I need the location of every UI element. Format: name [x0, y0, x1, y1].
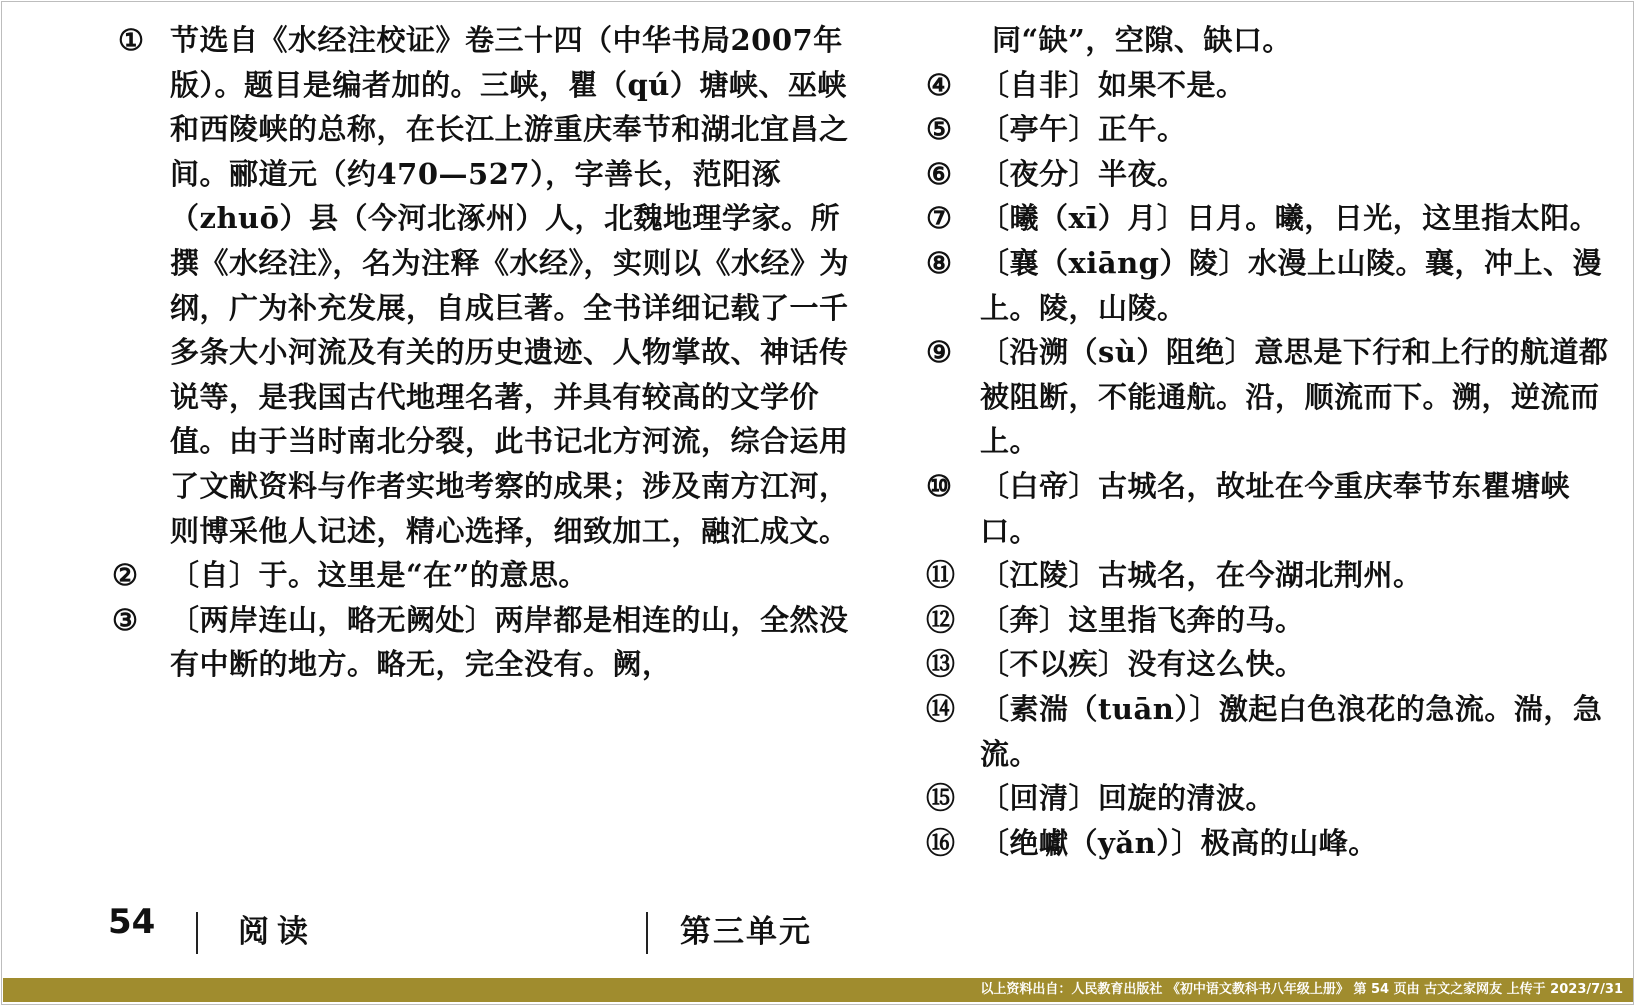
note-text: 〔襄（xiāng）陵〕水漫上山陵。襄，冲上、漫上。陵，山陵。	[980, 245, 1602, 325]
note-number: ⑮	[926, 781, 956, 816]
note-text: 〔江陵〕古城名，在今湖北荆州。	[980, 558, 1423, 593]
note-text: 〔两岸连山，略无阙处〕两岸都是相连的山，全然没有中断的地方。略无，完全没有。阙，	[170, 602, 849, 682]
note-number: ④	[926, 67, 953, 102]
note-number: ⑪	[926, 558, 956, 593]
note-text: 〔素湍（tuān）〕激起白色浪花的急流。湍，急流。	[980, 691, 1603, 771]
note-9	[926, 330, 1626, 464]
note-number: ③	[112, 602, 139, 637]
note-text: 〔沿溯（sù）阻绝〕意思是下行和上行的航道都被阻断，不能通航。沿，顺流而下。溯，逆流而上。	[980, 335, 1609, 459]
note-number: ⑥	[926, 156, 953, 191]
note-number: ⑧	[926, 245, 953, 280]
footer-divider	[196, 912, 198, 954]
source-credit-bar	[3, 978, 1633, 1002]
note-2	[112, 553, 856, 598]
source-credit-text: 以上资料出自：人民教育出版社 《初中语文教科书八年级上册》 第 54 页由 古文之家网友 上传于 2023/7/31	[980, 982, 1623, 997]
note-14	[926, 687, 1626, 776]
note-text: 〔夜分〕半夜。	[980, 156, 1187, 191]
note-number: ⑬	[926, 647, 956, 682]
note-11	[926, 553, 1626, 598]
note-16	[926, 821, 1626, 866]
left-column-notes	[112, 18, 856, 687]
note-number: ⑫	[926, 602, 956, 637]
note-number: ②	[112, 558, 139, 593]
note-text: 〔白帝〕古城名，故址在今重庆奉节东瞿塘峡口。	[980, 468, 1571, 548]
note-text: 〔绝巘（yǎn）〕极高的山峰。	[980, 825, 1378, 860]
note-text: 〔曦（xī）月〕日月。曦，日光，这里指太阳。	[980, 201, 1600, 236]
note-5	[926, 107, 1626, 152]
note-12	[926, 598, 1626, 643]
right-column-notes	[926, 18, 1626, 865]
note-number: ①	[118, 23, 145, 57]
note-text: 〔自〕于。这里是“在”的意思。	[170, 558, 588, 593]
note-3	[112, 598, 856, 687]
note-number: ⑯	[926, 825, 956, 860]
note-number: ⑩	[926, 468, 953, 503]
note-text: 〔回清〕回旋的清波。	[980, 781, 1276, 816]
note-text: 〔自非〕如果不是。	[980, 67, 1246, 102]
note-text: 〔奔〕这里指飞奔的马。	[980, 602, 1305, 637]
note-text: 节选自《水经注校证》卷三十四（中华书局2007年版）。题目是编者加的。三峡，瞿（qú）塘峡、巫峡和西陵峡的总称，在长江上游重庆奉节和湖北宜昌之间。郦道元（约470—527），字善长，范阳涿（zhuō）县（今河北涿州）人，北魏地理学家。所撰《水经注》，名为注释《水经》，实则以《水经》为纲，广为补充发展，自成巨著。全书详细记载了一千多条大小河流及有关的历史遗迹、人物掌故、神话传说等，是我国古代地理名著，并具有较高的文学价值。由于当时南北分裂，此书记北方河流，综合运用了文献资料与作者实地考察的成果；涉及南方江河，则博采他人记述，精心选择，细致加工，融汇成文。	[170, 23, 850, 548]
note-number: ⑨	[926, 335, 953, 370]
section-title: 阅读	[238, 914, 316, 950]
unit-title: 第三单元	[680, 914, 812, 950]
note-15	[926, 776, 1626, 821]
note-text: 同“缺”，空隙、缺口。	[992, 23, 1292, 57]
note-8	[926, 241, 1626, 330]
footer-divider	[646, 912, 648, 954]
note-number: ⑤	[926, 112, 953, 147]
note-number: ⑭	[926, 691, 956, 726]
note-text: 〔亭午〕正午。	[980, 112, 1187, 147]
note-1	[118, 18, 856, 553]
right-notes-list	[926, 63, 1626, 866]
page-number: 54	[108, 902, 156, 942]
note-4	[926, 63, 1626, 108]
note-number: ⑦	[926, 201, 953, 236]
note-3-continuation	[926, 18, 1626, 63]
note-6	[926, 152, 1626, 197]
note-text: 〔不以疾〕没有这么快。	[980, 647, 1305, 682]
note-10	[926, 464, 1626, 553]
note-13	[926, 642, 1626, 687]
note-7	[926, 196, 1626, 241]
